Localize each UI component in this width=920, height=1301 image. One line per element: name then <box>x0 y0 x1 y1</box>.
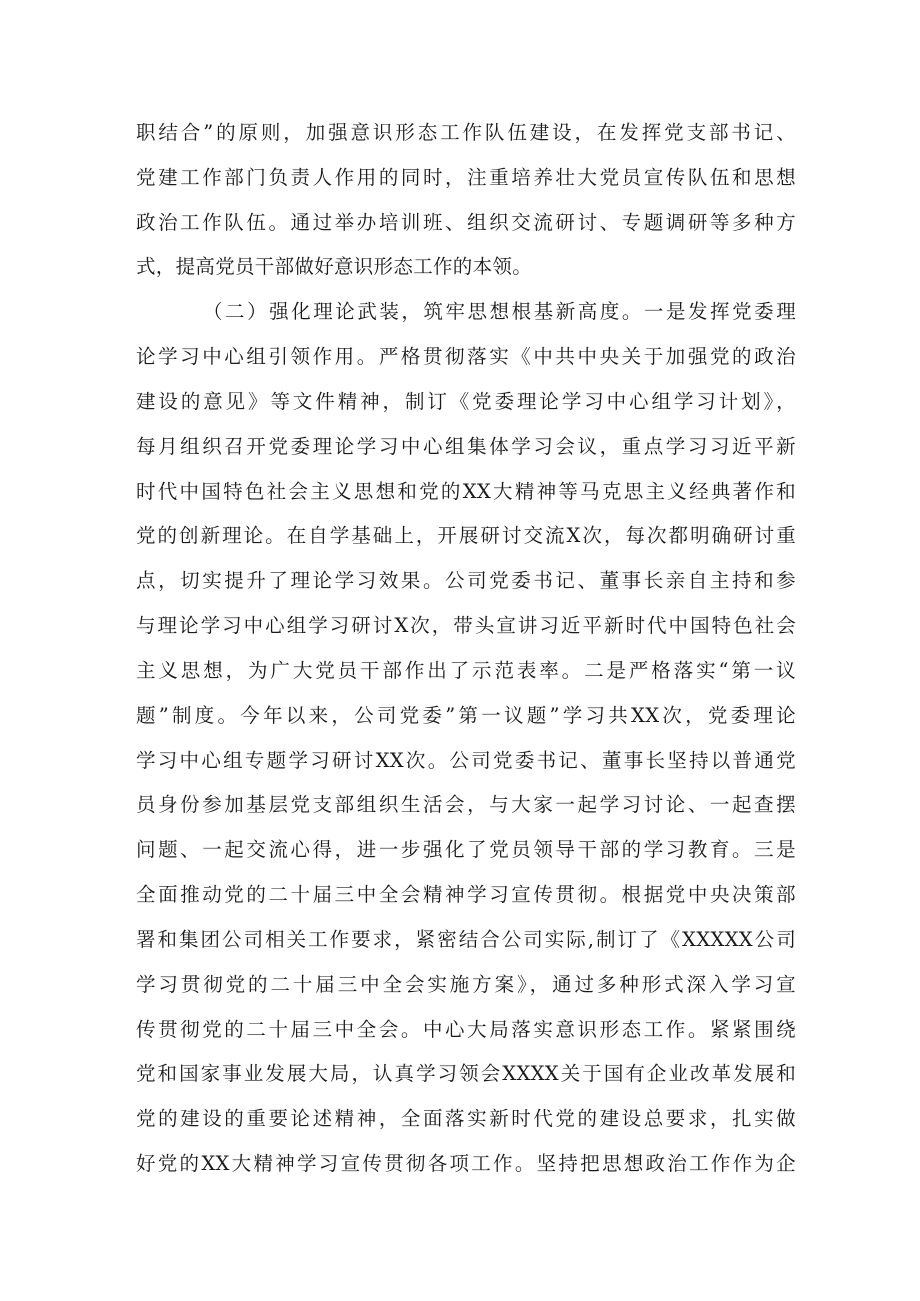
text-line: 政治工作队伍。通过举办培训班、组织交流研讨、专题调研等多种方 <box>136 210 796 234</box>
text-line: 主义思想，为广大党员干部作出了示范表率。二是严格落实“第一议 <box>136 658 796 682</box>
text-line: 学习中心组专题学习研讨XX次。公司党委书记、董事长坚持以普通党 <box>136 748 796 772</box>
text-line: 传贯彻党的二十届三中全会。中心大局落实意识形态工作。紧紧围绕 <box>136 1017 796 1041</box>
text-line: 党和国家事业发展大局，认真学习领会XXXX关于国有企业改革发展和 <box>136 1062 796 1086</box>
text-line: 党的创新理论。在自学基础上，开展研讨交流X次，每次都明确研讨重 <box>136 524 796 548</box>
text-line: 问题、一起交流心得，进一步强化了党员领导干部的学习教育。三是 <box>136 838 796 862</box>
text-line: 与理论学习中心组学习研讨X次，带头宣讲习近平新时代中国特色社会 <box>136 614 796 638</box>
text-line: 署和集团公司相关工作要求，紧密结合公司实际,制订了《XXXXX公司 <box>136 927 796 951</box>
text-line: 建设的意见》等文件精神，制订《党委理论学习中心组学习计划》， <box>136 389 796 413</box>
text-line: 好党的XX大精神学习宣传贯彻各项工作。坚持把思想政治工作作为企 <box>136 1152 796 1176</box>
document-body <box>136 111 796 1187</box>
text-line: 时代中国特色社会主义思想和党的XX大精神等马克思主义经典著作和 <box>136 479 796 503</box>
text-line: 论学习中心组引领作用。严格贯彻落实《中共中央关于加强党的政治 <box>136 345 796 369</box>
text-line: 点，切实提升了理论学习效果。公司党委书记、董事长亲自主持和参 <box>136 569 796 593</box>
paragraph-2 <box>136 290 796 1187</box>
text-line: 式，提高党员干部做好意识形态工作的本领。 <box>136 255 533 279</box>
text-line: 每月组织召开党委理论学习中心组集体学习会议，重点学习习近平新 <box>136 434 796 458</box>
text-line: 党的建设的重要论述精神，全面落实新时代党的建设总要求，扎实做 <box>136 1107 796 1131</box>
section-heading-line: （二）强化理论武装，筑牢思想根基新高度。一是发挥党委理 <box>203 300 796 324</box>
text-line: 职结合”的原则，加强意识形态工作队伍建设，在发挥党支部书记、 <box>136 121 796 144</box>
text-line: 员身份参加基层党支部组织生活会，与大家一起学习讨论、一起查摆 <box>136 793 796 817</box>
text-line: 全面推动党的二十届三中全会精神学习宣传贯彻。根据党中央决策部 <box>136 883 796 907</box>
text-line: 学习贯彻党的二十届三中全会实施方案》，通过多种形式深入学习宣 <box>136 972 796 996</box>
text-line: 题”制度。今年以来，公司党委”第一议题”学习共XX次，党委理论 <box>136 703 796 727</box>
paragraph-1 <box>136 111 796 290</box>
text-line: 党建工作部门负责人作用的同时，注重培养壮大党员宣传队伍和思想 <box>136 165 796 189</box>
